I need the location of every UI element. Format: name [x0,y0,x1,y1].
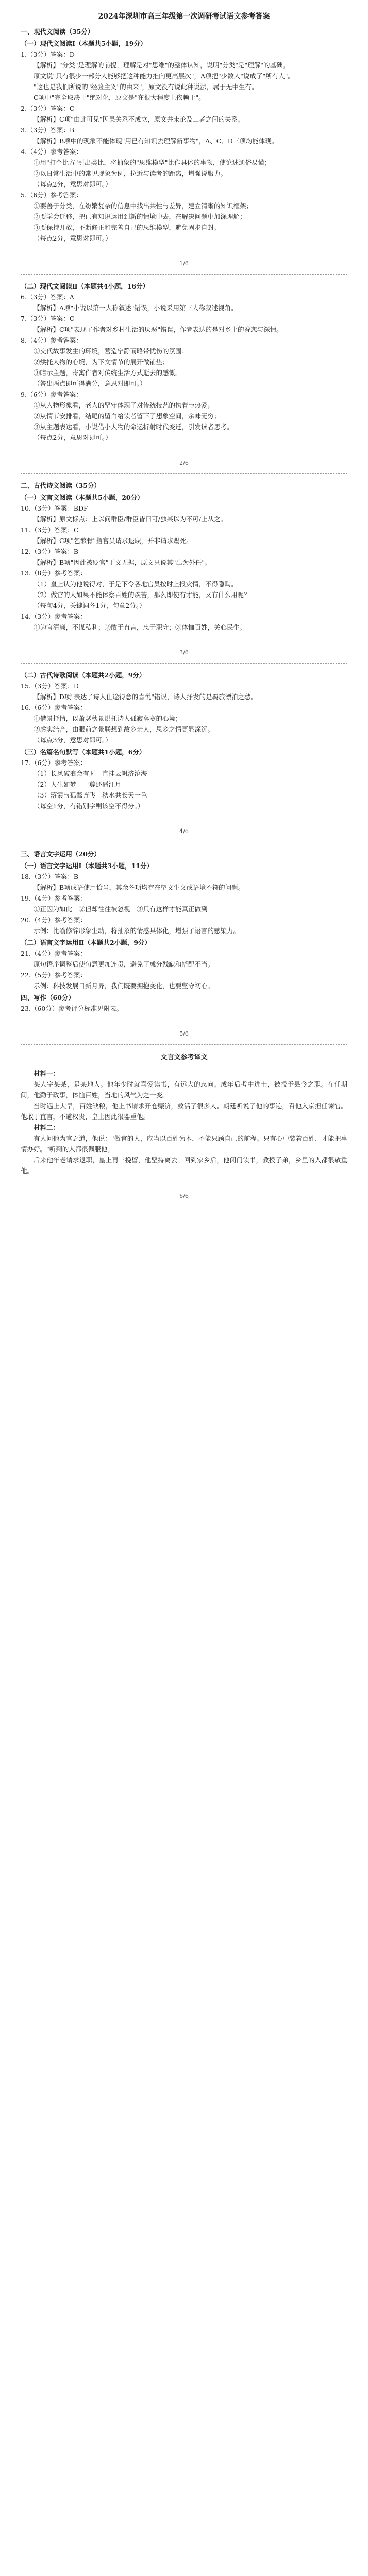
answer-line: 3.（3分）答案：B [21,126,75,134]
section-heading: （二）古代诗歌阅读（本题共2小题，9分） [21,671,146,679]
answer-paragraph: 示例：科技发展日新月异，我们既要拥抱变化，也要坚守初心。 [34,982,214,990]
answer-paragraph: 当时遇上大旱，百姓缺粮，他上书请求开仓赈济，救活了很多人。朝廷听说了他的事迹，召他入京担任谏官。他敢于直言，不避权贵，皇上因此很器重他。 [21,1102,347,1121]
answer-paragraph: （每空1分，有错别字则该空不得分。） [34,802,144,810]
material-heading: 材料一： [34,1070,60,1077]
answer-paragraph: 【解析】B项"因此被贬官"于文无据，原文只说其"出为外任"。 [34,558,211,566]
answer-paragraph: 有人问他为官之道，他说："做官的人，应当以百姓为本，不能只顾自己的前程。只有心中装着百姓，才能把事情办好。"听到的人都很佩服他。 [21,1134,347,1153]
answer-section [21,1052,347,1176]
answer-line: 2.（3分）答案：C [21,105,75,112]
answer-paragraph: ①用"打个比方"引出类比，将抽象的"思维模型"比作具体的事物，使论述通俗易懂； [34,159,271,166]
answer-paragraph: ②虚实结合，由眼前之景联想到故乡亲人，思乡之情更显深沉。 [34,725,214,733]
page-divider [21,663,347,664]
answer-paragraph: ①要善于分类，在纷繁复杂的信息中找出共性与差异，建立清晰的知识框架； [34,202,253,210]
section-heading: 一、现代文阅读（35分） [21,28,94,36]
answer-paragraph: 【解析】C项"乞骸骨"指官员请求退职，并非请求赐死。 [34,537,193,545]
answer-paragraph: ③要保持开放，不断修正和完善自己的思维模型，避免固步自封。 [34,224,221,231]
section-heading: 四、写作（60分） [21,994,75,1002]
answer-paragraph: 【解析】C项"表现了作者对乡村生活的厌恶"错误，作者表达的是对乡土的眷恋与深情。 [34,326,283,333]
section-heading: （一）语言文字运用Ⅰ（本题共3小题，11分） [21,862,153,870]
answer-line: 9.（6分）参考答案： [21,391,82,398]
translation-title: 文言文参考译文 [160,1054,208,1061]
answer-line: 22.（5分）参考答案： [21,971,87,979]
document-body [21,26,347,1201]
page-number: 1/6 [179,260,189,267]
answer-paragraph: C项中"完全取决于"绝对化，原文是"在很大程度上依赖于"。 [34,94,205,101]
answer-paragraph: 后来他年老请求退职，皇上再三挽留，他坚持离去。回到家乡后，他闭门读书，教授子弟，乡里的人都很敬重他。 [21,1156,347,1175]
answer-paragraph: 原句语序调整后使句意更加连贯，避免了成分残缺和搭配不当。 [34,960,214,968]
page-number: 4/6 [179,828,189,835]
answer-line: 15.（3分）答案：D [21,682,79,690]
answer-paragraph: 【解析】B项中的现象不能体现"用已有知识去理解新事物"，A、C、D三项均能体现。 [34,137,278,145]
answer-paragraph: ①从人物形象看，老人的坚守体现了对传统技艺的执着与热爱； [34,401,214,409]
answer-paragraph: ③从主题表达看，小说借小人物的命运折射时代变迁，引发读者思考。 [34,423,233,431]
answer-section [21,670,347,811]
document-title: 2024年深圳市高三年级第一次调研考试语文参考答案 [98,12,270,21]
page-divider [21,473,347,474]
answer-paragraph: （2）人生如梦 一尊还酹江月 [34,781,122,788]
answer-line: 19.（4分）参考答案： [21,894,87,902]
answer-paragraph: 【解析】原文标点：上以问群臣/群臣皆曰可/独某以为不可/上从之。 [34,515,227,523]
answer-section [21,480,347,633]
answer-line: 13.（8分）参考答案： [21,569,87,577]
answer-line: 5.（6分）参考答案： [21,191,82,199]
answer-line: 21.（4分）参考答案： [21,950,87,957]
answer-line: 18.（3分）答案：B [21,873,79,880]
section-heading: 三、语言文字运用（20分） [21,850,101,858]
answer-section [21,849,347,1014]
answer-line: 12.（3分）答案：B [21,548,79,555]
answer-line: 17.（6分）参考答案： [21,759,87,767]
section-heading: （二）语言文字运用Ⅱ（本题共2小题，9分） [21,939,151,946]
answer-paragraph: （3）落霞与孤鹜齐飞 秋水共长天一色 [34,791,147,799]
answer-line: 10.（3分）答案：BDF [21,504,88,512]
answer-paragraph: 【解析】B项成语使用恰当，其余各项均存在望文生义或语境不符的问题。 [34,884,245,891]
answer-paragraph: （每句4分，关键词各1分，句意2分。） [34,602,146,609]
answer-paragraph: ②从情节安排看，结尾的留白给读者留下了想象空间，余味无穷； [34,412,221,420]
section-heading: （二）现代文阅读Ⅱ（本题共4小题，16分） [21,282,149,290]
answer-line: 7.（3分）答案：C [21,315,75,323]
answer-paragraph: ①借景抒情，以萧瑟秋景烘托诗人孤寂落寞的心境； [34,715,182,722]
section-heading: （一）现代文阅读Ⅰ（本题共5小题，19分） [21,40,147,47]
answer-line: 4.（4分）参考答案： [21,148,82,156]
answer-paragraph: 【解析】C项"由此可见"因果关系不成立，原文并未论及二者之间的关系。 [34,115,244,123]
answer-paragraph: （1）长风破浪会有时 直挂云帆济沧海 [34,770,147,777]
answer-paragraph: 示例：比喻修辞形象生动，将抽象的情感具体化，增强了语言的感染力。 [34,927,240,935]
answer-paragraph: ①交代故事发生的环境，营造宁静而略带忧伤的氛围； [34,347,189,355]
answer-line: 16.（6分）参考答案： [21,704,87,711]
answer-paragraph: （每点2分，意思对即可。） [34,180,112,188]
section-heading: （三）名篇名句默写（本题共1小题，6分） [21,748,146,756]
answer-paragraph: ③暗示主题，寄寓作者对传统生活方式逝去的感慨。 [34,369,182,377]
material-heading: 材料二： [34,1124,60,1131]
answer-paragraph: （答出两点即可得满分，意思对即可。） [34,380,146,387]
answer-line: 14.（3分）参考答案： [21,613,87,620]
answer-paragraph: 某人字某某，是某地人。他年少时就喜爱读书，有远大的志向。成年后考中进士，被授予县令之职。在任期间，他勤于政事，体恤百姓，当地的风气为之一变。 [21,1080,347,1099]
section-heading: 二、古代诗文阅读（35分） [21,482,101,489]
page-number: 6/6 [179,1193,189,1199]
answer-paragraph: ①正因为如此 ②但却往往被忽视 ③只有这样才能真正做到 [34,905,208,913]
answer-paragraph: 【解析】D项"表达了诗人仕途得意的喜悦"错误，诗人抒发的是羁旅漂泊之愁。 [34,693,258,701]
page-divider [21,1044,347,1045]
answer-paragraph: ①为官清廉，不谋私利；②敢于直言，忠于职守；③体恤百姓，关心民生。 [34,623,246,631]
answer-paragraph: （2）做官的人如果不能体察百姓的疾苦，那么即使有才能，又有什么用呢？ [34,591,250,599]
answer-paragraph: （1）皇上认为他说得对，于是下令各地官员按时上报灾情，不得隐瞒。 [34,580,238,588]
answer-section [21,281,347,443]
answer-paragraph: ②以日常生活中的常见现象为例，拉近与读者的距离，增强说服力。 [34,170,227,177]
answer-paragraph: （每点2分，意思对即可。） [34,234,112,242]
answer-paragraph: ②烘托人物的心境，为下文情节的展开做铺垫； [34,358,169,366]
answer-line: 23.（60分）参考评分标准见附表。 [21,1005,123,1012]
answer-paragraph: 原文说"只有很少一部分人能够把这种能力推向更高层次"，A项把"少数人"说成了"所有人"。 [34,72,295,80]
answer-paragraph: 【解析】A项"小说以第一人称叙述"错误，小说采用第三人称叙述视角。 [34,304,238,312]
page-number: 2/6 [179,460,189,466]
answer-line: 11.（3分）答案：C [21,526,79,534]
answer-paragraph: （每点2分，意思对即可。） [34,434,112,442]
answer-line: 1.（3分）答案：D [21,50,75,58]
answer-section [21,26,347,244]
page-number: 3/6 [179,649,189,656]
answer-paragraph: ②要学会迁移，把已有知识运用到新的情境中去，在解决问题中加深理解； [34,213,246,221]
page-number: 5/6 [179,1030,189,1037]
answer-line: 20.（4分）参考答案： [21,916,87,924]
answer-line: 6.（3分）答案：A [21,293,74,301]
section-heading: （一）文言文阅读（本题共5小题，20分） [21,494,144,501]
answer-paragraph: "这也是我们所说的"经验主义"的由来"，原文没有说此种说法，属于无中生有。 [34,83,258,91]
page-divider [21,274,347,275]
answer-paragraph: （每点3分，意思对即可。） [34,736,112,744]
answer-paragraph: 【解析】"分类"是理解的前提，理解是对"思维"的整体认知，说明"分类"是"理解"的基础。 [34,61,289,69]
answer-line: 8.（4分）参考答案： [21,336,82,344]
